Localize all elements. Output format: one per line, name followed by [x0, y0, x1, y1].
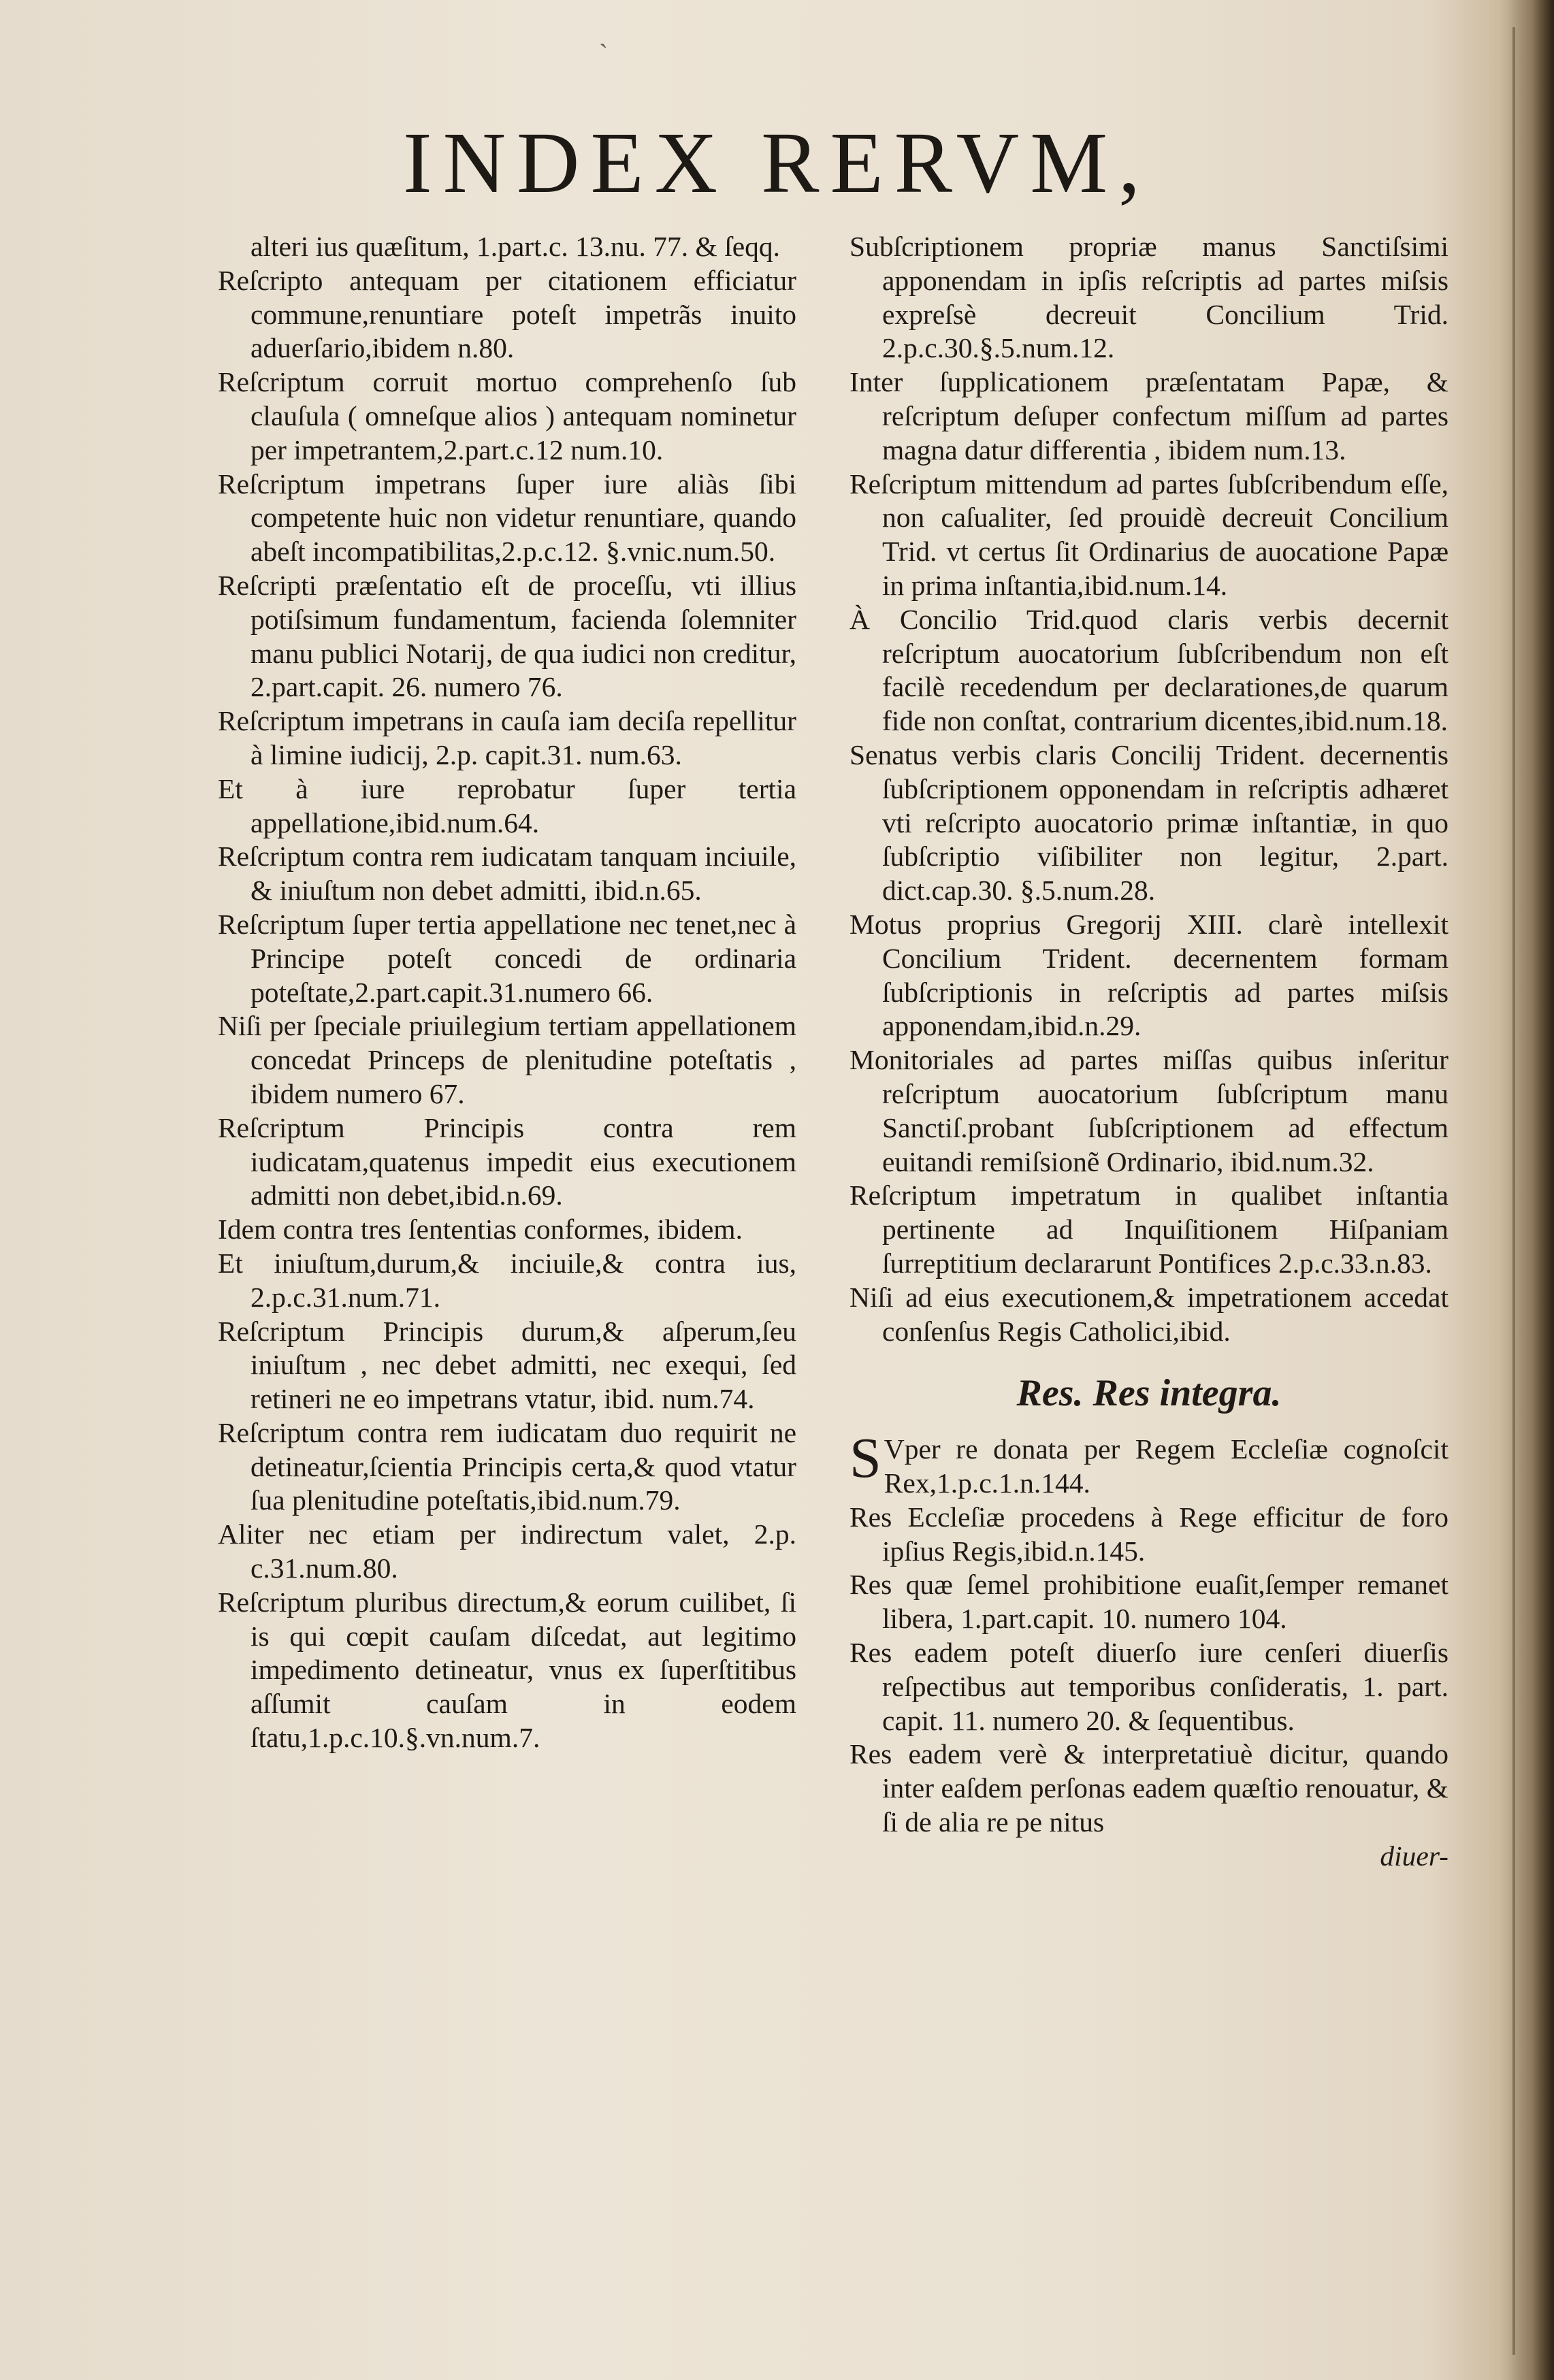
- top-mark: ˎ: [599, 18, 609, 48]
- index-entry: Res Eccleſiæ procedens à Rege efficitur de foro ipſius Regis,ibid.n.145.: [849, 1501, 1448, 1567]
- page-edge-shadow: [1500, 0, 1554, 2380]
- index-entry: Res quæ ſemel prohibitione euaſit,ſemper remanet libera, 1.part.capit. 10. numero 104.: [849, 1569, 1448, 1635]
- catchword: diuer-: [1380, 1840, 1448, 1872]
- index-entry: Reſcriptum impetratum in qualibet inſtantia pertinente ad Inquiſitionem Hiſpaniam ſurreptitium declararunt Pontifices 2.p.c.33.n.83.: [849, 1179, 1448, 1279]
- index-entry: Motus proprius Gregorij XIII. clarè intellexit Concilium Trident. decernentem formam ſubſcriptionis in reſcriptis ad partes miſsis apponendam,ibid.n.29.: [849, 908, 1448, 1042]
- index-entry: Monitoriales ad partes miſſas quibus inſeritur reſcriptum auocatorium ſubſcriptum manu Sanctiſ.probant ſubſcriptionem ad effectum euitandi remiſsionẽ Ordinario, ibid.num.32.: [849, 1044, 1448, 1177]
- index-entry: Idem contra tres ſententias conformes, ibidem.: [218, 1213, 743, 1245]
- index-entry: Reſcripti præſentatio eſt de proceſſu, vti illius potiſsimum fundamentum, facienda ſolemniter manu publici Notarij, de qua iudici non creditur, 2.part.capit. 26. numero 76.: [218, 569, 796, 703]
- section-heading: Res. Res integra.: [1016, 1372, 1282, 1415]
- page-title: INDEX RERVM,: [402, 114, 1152, 211]
- left-column: [218, 230, 796, 1755]
- index-entry: À Concilio Trid.quod claris verbis decernit reſcriptum auocatorium ſubſcribendum non eſt facilè recedendum per declarationes,de quarum fide non conſtat, contrarium dicentes,ibid.num.18.: [849, 603, 1448, 737]
- index-entry: Reſcriptum corruit mortuo comprehenſo ſub clauſula ( omneſque alios ) antequam nominetur per impetrantem,2.part.c.12 num.10.: [218, 366, 796, 466]
- index-entry: Reſcriptum pluribus directum,& eorum cuilibet, ſi is qui cœpit cauſam diſcedat, aut legitimo impedimento detineatur, vnus ex ſuperſtitibus aſſumit cauſam in eodem ſtatu,1.p.c.10.§.vn.num.7.: [218, 1586, 796, 1754]
- index-entry: alteri ius quæſitum, 1.part.c. 13.nu. 77. & ſeqq.: [250, 231, 781, 262]
- index-entry: Reſcriptum impetrans ſuper iure aliàs ſibi competente huic non videtur renuntiare, quando abeſt incompatibilitas,2.p.c.12. §.vnic.num.50.: [218, 468, 796, 568]
- index-entry-dropcap: [849, 1427, 1448, 1501]
- index-entry: Reſcriptum contra rem iudicatam tanquam inciuile, & iniuſtum non debet admitti, ibid.n.65.: [218, 841, 796, 907]
- index-entry-text: Vper re donata per Regem Eccleſiæ cognoſcit Rex,1.p.c.1.n.144.: [884, 1433, 1448, 1499]
- index-entry: Reſcripto antequam per citationem efficiatur commune,renuntiare poteſt impetrãs inuito aduerſario,ibidem n.80.: [218, 264, 796, 364]
- index-entry: Reſcriptum impetrans in cauſa iam deciſa repellitur à limine iudicij, 2.p. capit.31. num.63.: [218, 705, 796, 770]
- index-entry: Inter ſupplicationem præſentatam Papæ, & reſcriptum deſuper confectum miſſum ad partes magna datur differentia , ibidem num.13.: [849, 366, 1448, 466]
- index-entry: Reſcriptum contra rem iudicatam duo requirit ne detineatur,ſcientia Principis certa,& quod vtatur ſua plenitudine poteſtatis,ibid.num.79.: [218, 1416, 796, 1516]
- index-entry: Res eadem verè & interpretatiuè dicitur, quando inter eaſdem perſonas eadem quæſtio renouatur, & ſi de alia re pe nitus: [849, 1738, 1448, 1838]
- index-entry: Niſi ad eius executionem,& impetrationem accedat conſenſus Regis Catholici,ibid.: [849, 1281, 1448, 1347]
- right-column: [849, 230, 1448, 1874]
- index-entry: Reſcriptum Principis contra rem iudicatam,quatenus impedit eius executionem admitti non debet,ibid.n.69.: [218, 1111, 796, 1211]
- index-entry: Et iniuſtum,durum,& inciuile,& contra ius, 2.p.c.31.num.71.: [218, 1247, 796, 1313]
- index-entry: Senatus verbis claris Concilij Trident. decernentis ſubſcriptionem opponendam in reſcriptis adhæret vti reſcripto auocatorio primæ inſtantiæ, in quo ſubſcriptio viſibiliter non legitur, 2.part. dict.cap.30. §.5.num.28.: [849, 738, 1448, 907]
- page-binding-edge: [1512, 27, 1515, 2355]
- drop-capital: S: [849, 1427, 881, 1490]
- index-entry: Res eadem poteſt diuerſo iure cenſeri diuerſis reſpectibus aut temporibus conſideratis, 1. part. capit. 11. numero 20. & ſequentibus.: [849, 1637, 1448, 1736]
- index-entry: Reſcriptum mittendum ad partes ſubſcribendum eſſe, non caſualiter, ſed prouidè decreuit Concilium Trid. vt certus ſit Ordinarius de auocatione Papæ in prima inſtantia,ibid.num.14.: [849, 468, 1448, 601]
- index-entry: Reſcriptum Principis durum,& aſperum,ſeu iniuſtum , nec debet admitti, nec exequi, ſed retineri ne eo impetrans vtatur, ibid. num.74.: [218, 1315, 796, 1415]
- index-entry: Niſi per ſpeciale priuilegium tertiam appellationem concedat Princeps de plenitudine poteſtatis , ibidem numero 67.: [218, 1010, 796, 1109]
- index-entry: Reſcriptum ſuper tertia appellatione nec tenet,nec à Principe poteſt concedi de ordinaria poteſtate,2.part.capit.31.numero 66.: [218, 908, 796, 1008]
- index-entry: Et à iure reprobatur ſuper tertia appellatione,ibid.num.64.: [218, 772, 796, 838]
- index-entry: Subſcriptionem propriæ manus Sanctiſsimi apponendam in ipſis reſcriptis ad partes miſsis expreſsè decreuit Concilium Trid. 2.p.c.30.§.5.num.12.: [849, 231, 1448, 364]
- index-entry: Aliter nec etiam per indirectum valet, 2.p. c.31.num.80.: [218, 1518, 796, 1584]
